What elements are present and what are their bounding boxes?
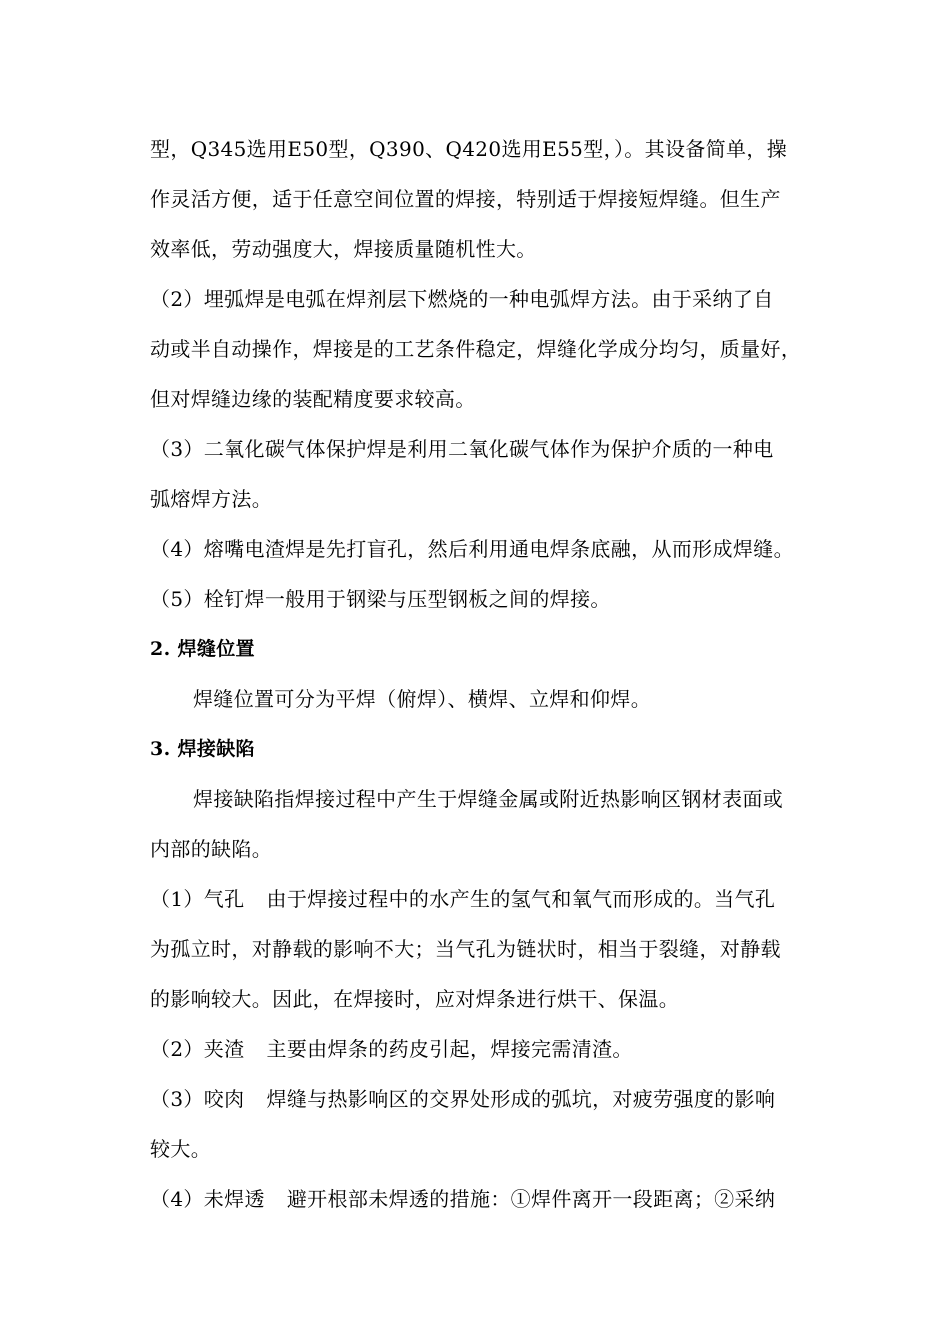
paragraph-line: 作灵活方便，适于任意空间位置的焊接，特别适于焊接短焊缝。但生产 <box>150 187 781 211</box>
paragraph-line: 效率低，劳动强度大，焊接质量随机性大。 <box>150 237 537 261</box>
item-label: （2）夹渣 <box>150 1037 245 1061</box>
paragraph-line: 焊接缺陷指焊接过程中产生于焊缝金属或附近热影响区钢材表面或 <box>193 787 784 811</box>
section-heading-weld-position: 2. 焊缝位置 <box>150 638 255 660</box>
paragraph-line <box>150 1086 855 1112</box>
item-text: 主要由焊条的药皮引起，焊接完需清渣。 <box>266 1037 633 1061</box>
paragraph-line: 型，Q345选用E50型，Q390、Q420选用E55型，）。其设备简单，操 <box>150 137 788 161</box>
paragraph-line: （2）埋弧焊是电弧在焊剂层下燃烧的一种电弧焊方法。由于采纳了自 <box>150 287 774 311</box>
paragraph-line: 弧熔焊方法。 <box>150 487 273 511</box>
paragraph-line: （3）二氧化碳气体保护焊是利用二氧化碳气体作为保护介质的一种电 <box>150 437 774 461</box>
paragraph-line: 但对焊缝边缘的装配精度要求较高。 <box>150 387 476 411</box>
section-heading-weld-defects: 3. 焊接缺陷 <box>150 738 255 760</box>
item-label: （3）咬肉 <box>150 1087 245 1111</box>
item-text: 由于焊接过程中的水产生的氢气和氧气而形成的。当气孔 <box>266 887 776 911</box>
paragraph-line <box>150 1186 855 1212</box>
paragraph-line: 内部的缺陷。 <box>150 837 273 861</box>
paragraph-line: （4）熔嘴电渣焊是先打盲孔，然后利用通电焊条底融，从而形成焊缝。 <box>150 537 794 561</box>
paragraph-line <box>150 1036 855 1062</box>
paragraph-line: 的影响较大。因此，在焊接时，应对焊条进行烘干、保温。 <box>150 987 680 1011</box>
item-text: 焊缝与热影响区的交界处形成的弧坑，对疲劳强度的影响 <box>266 1087 776 1111</box>
paragraph-line: 动或半自动操作，焊接是的工艺条件稳定，焊缝化学成分均匀，质量好， <box>150 337 802 361</box>
item-label: （4）未焊透 <box>150 1187 265 1211</box>
item-text: 避开根部未焊透的措施：①焊件离开一段距离；②采纳 <box>286 1187 776 1211</box>
item-label: （1）气孔 <box>150 887 245 911</box>
paragraph-line: 较大。 <box>150 1137 212 1161</box>
paragraph-line: （5）栓钉焊一般用于钢梁与压型钢板之间的焊接。 <box>150 587 611 611</box>
paragraph-line: 为孤立时，对静载的影响不大；当气孔为链状时，相当于裂缝，对静载 <box>150 937 781 961</box>
paragraph-line <box>150 886 855 912</box>
paragraph-line: 焊缝位置可分为平焊（俯焊）、横焊、立焊和仰焊。 <box>193 687 652 711</box>
